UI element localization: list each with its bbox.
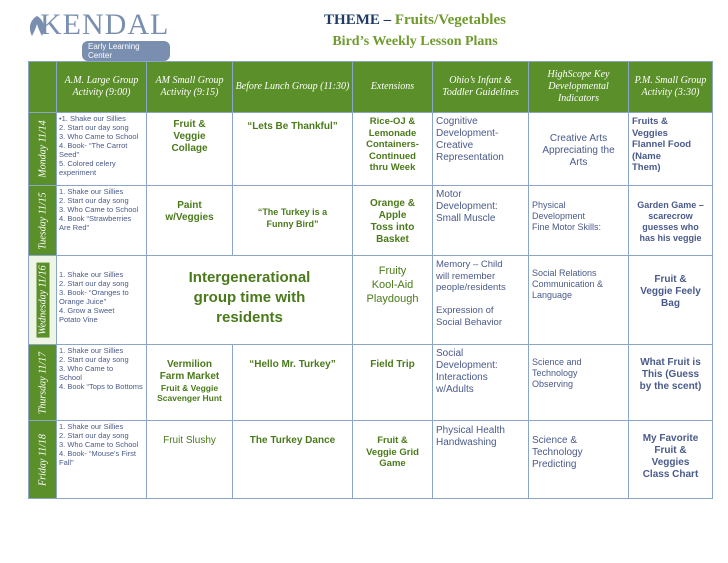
table-cell — [233, 186, 353, 256]
logo-subtitle: Early Learning Center — [82, 41, 170, 61]
page-title — [200, 12, 630, 29]
header-am-large: A.M. Large Group Activity (9:00) — [64, 75, 139, 98]
table-cell — [233, 421, 353, 499]
day-label: Tuesday 11/15 — [37, 191, 48, 250]
kendal-logo — [30, 10, 170, 58]
day-cell — [29, 256, 57, 345]
table-cell — [529, 345, 629, 421]
lunch-text: “Hello Mr. Turkey” — [249, 359, 336, 370]
table-row-tuesday — [29, 186, 713, 256]
lunch-text: The Turkey Dance — [249, 435, 336, 446]
header-extensions: Extensions — [370, 81, 415, 92]
day-label: Monday 11/14 — [37, 120, 48, 178]
table-cell — [629, 113, 713, 186]
table-cell — [433, 345, 529, 421]
pm-text: Fruits & Veggies Flannel Food (Name Them) — [632, 116, 692, 173]
table-cell — [629, 256, 713, 345]
table-cell — [353, 421, 433, 499]
table-row-thursday — [29, 345, 713, 421]
header-cell — [529, 62, 629, 113]
lunch-text: “The Turkey is a Funny Bird” — [257, 207, 328, 229]
table-cell — [433, 113, 529, 186]
table-cell — [233, 345, 353, 421]
header-cell — [353, 62, 433, 113]
table-cell — [529, 113, 629, 186]
highscope-text: Science and Technology Observing — [532, 357, 582, 389]
header-cell — [57, 62, 147, 113]
am-large-text: •1. Shake our Sillies 2. Start our day song 3. Who Came to School 4. Book- “The Carrot Seed” 5. Colored celery experiment — [59, 114, 139, 177]
table-cell — [433, 186, 529, 256]
highscope-text: Social Relations Communication & Language — [532, 268, 604, 300]
table-row-wednesday — [29, 256, 713, 345]
am-small-text: Vermilion Farm Market — [159, 359, 220, 382]
table-cell — [353, 113, 433, 186]
table-cell — [529, 186, 629, 256]
table-row-friday — [29, 421, 713, 499]
table-cell — [57, 186, 147, 256]
ohio-text: Cognitive Development- Creative Representation — [436, 116, 504, 163]
table-cell — [147, 113, 233, 186]
table-cell — [353, 256, 433, 345]
theme-prefix: THEME – — [324, 12, 395, 28]
logo-name: KENDAL — [40, 8, 170, 41]
lunch-text: “Lets Be Thankful” — [247, 121, 338, 132]
table-cell — [57, 256, 147, 345]
am-large-text: 1. Shake our Sillies 2. Start our day song 3. Who Came to School 4. Book “Tops to Bottoms — [59, 346, 143, 391]
table-cell — [529, 256, 629, 345]
page-subtitle: Bird’s Weekly Lesson Plans — [332, 34, 498, 49]
ohio-text: Motor Development: Small Muscle — [436, 189, 498, 224]
extensions-text: Fruity Kool-Aid Playdough — [366, 265, 419, 305]
day-cell — [29, 186, 57, 256]
table-cell — [233, 113, 353, 186]
am-small-text: Fruit Slushy — [163, 435, 216, 446]
table-cell — [433, 256, 529, 345]
pm-text: Fruit & Veggie Feely Bag — [640, 274, 701, 309]
am-large-text: 1. Shake our Sillies 2. Start our day song 3. Book- “Oranges to Orange Juice” 4. Grow a Sweet Potato Vine — [59, 270, 129, 324]
day-cell — [29, 345, 57, 421]
ohio-text: Memory – Child will remember people/residents Expression of Social Behavior — [436, 259, 506, 328]
table-cell — [147, 186, 233, 256]
ohio-text: Physical Health Handwashing — [436, 425, 505, 448]
lesson-plan-table — [28, 61, 713, 499]
table-row-monday — [29, 113, 713, 186]
header-cell — [147, 62, 233, 113]
header-before-lunch: Before Lunch Group (11:30) — [235, 81, 350, 92]
table-cell-merged — [147, 256, 353, 345]
header-row — [29, 62, 713, 113]
table-cell — [629, 345, 713, 421]
day-label: Thursday 11/17 — [37, 351, 48, 414]
am-small-subtext: Fruit & Veggie Scavenger Hunt — [157, 383, 222, 403]
am-small-text: Fruit & Veggie Collage — [171, 119, 208, 154]
intergenerational-text: Intergenerational group time with residents — [188, 269, 311, 326]
ohio-text: Social Development: Interactions w/Adults — [436, 348, 498, 395]
extensions-text: Orange & Apple Toss into Basket — [369, 198, 415, 245]
header-pm-small: P.M. Small Group Activity (3:30) — [634, 75, 707, 98]
highscope-text: Science & Technology Predicting — [532, 435, 583, 470]
am-small-text: Paint w/Veggies — [165, 200, 214, 223]
table-cell — [147, 421, 233, 499]
highscope-text: Physical Development Fine Motor Skills: — [532, 200, 602, 232]
header-cell — [233, 62, 353, 113]
theme-accent: Fruits/Vegetables — [394, 12, 506, 28]
day-cell — [29, 421, 57, 499]
header-ohio-guidelines: Ohio’s Infant & Toddler Guidelines — [442, 75, 519, 98]
header-am-small: AM Small Group Activity (9:15) — [155, 75, 224, 98]
extensions-text: Rice-OJ & Lemonade Containers- Continued thru Week — [366, 116, 419, 173]
header-highscope: HighScope Key Developmental Indicators — [547, 69, 610, 104]
day-label: Friday 11/18 — [37, 433, 48, 486]
table-cell — [629, 186, 713, 256]
table-cell — [147, 345, 233, 421]
pm-text: My Favorite Fruit & Veggies Class Chart — [642, 433, 699, 480]
table-cell — [353, 345, 433, 421]
table-cell — [57, 345, 147, 421]
extensions-text: Fruit & Veggie Grid Game — [366, 435, 419, 469]
highscope-text: Creative Arts Appreciating the Arts — [542, 133, 615, 168]
header-cell — [433, 62, 529, 113]
pm-text: Garden Game – scarecrow guesses who has his veggie — [637, 200, 704, 243]
table-cell — [629, 421, 713, 499]
pm-text: What Fruit is This (Guess by the scent) — [639, 357, 702, 392]
table-cell — [57, 113, 147, 186]
header-cell — [629, 62, 713, 113]
am-large-text: 1. Shake our Sillies 2. Start our day song 3. Who Came to School 4. Book “Strawberries Are Red” — [59, 187, 139, 232]
table-cell — [433, 421, 529, 499]
table-cell — [529, 421, 629, 499]
header-corner — [29, 62, 57, 113]
table-cell — [57, 421, 147, 499]
day-cell — [29, 113, 57, 186]
extensions-text: Field Trip — [370, 359, 415, 370]
table-cell — [353, 186, 433, 256]
day-label: Wednesday 11/16 — [36, 262, 49, 337]
am-large-text: 1. Shake our Sillies 2. Start our day song 3. Who Came to School 4. Book- “Mouse’s First Fall” — [59, 422, 139, 467]
